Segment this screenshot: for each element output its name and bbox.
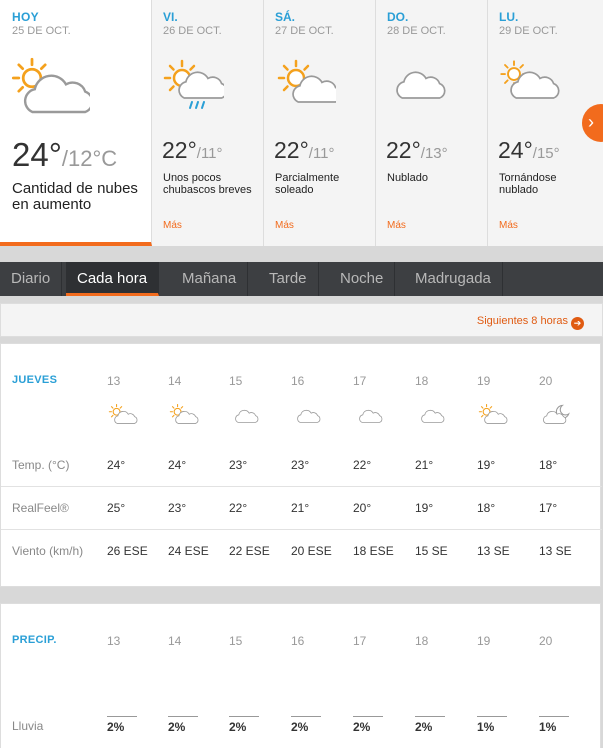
hourly-cell: 21° [415, 458, 434, 472]
hour-label: 20 [539, 634, 553, 648]
hourly-cell: 25° [107, 501, 126, 515]
today-date: 25 DE OCT. [12, 25, 71, 37]
cloud-icon [291, 402, 325, 430]
precip-label: PRECIP. [12, 634, 57, 646]
day-date: 27 DE OCT. [275, 25, 334, 37]
today-temp-low: /12°C [61, 146, 118, 171]
day-card-saturday[interactable] [264, 0, 376, 246]
day-description: Unos pocos chubascos breves [163, 172, 252, 196]
moon-cloud-icon [539, 402, 573, 430]
next-8-hours-link[interactable] [477, 315, 584, 330]
hour-label: 16 [291, 374, 305, 388]
hourly-cell: 15 SE [415, 544, 448, 558]
row-label: Temp. (°C) [12, 458, 70, 472]
precip-cell: 1% [477, 720, 495, 734]
row-label: Viento (km/h) [12, 544, 84, 558]
more-link[interactable]: Más [163, 220, 182, 231]
today-temp-high: 24° [12, 136, 62, 173]
more-link[interactable]: Más [387, 220, 406, 231]
day-temp-low: /11° [308, 145, 335, 162]
next-8-hours-label: Siguientes 8 horas [476, 315, 568, 327]
hourly-cell: 17° [539, 501, 558, 515]
day-temp-low: /15° [532, 145, 560, 162]
more-link[interactable]: Más [499, 220, 518, 231]
precip-cell: 2% [291, 720, 309, 734]
day-date: 26 DE OCT. [163, 25, 222, 37]
hourly-cell: 21° [291, 501, 310, 515]
day-description: Parcialmente soleado [275, 172, 340, 196]
hourly-cell: 26 ESE [107, 544, 148, 558]
hourly-panel [0, 343, 601, 587]
tab-madrugada[interactable]: Madrugada [404, 262, 503, 296]
hour-label: 18 [415, 634, 429, 648]
hourly-nav-bar [0, 303, 603, 337]
row-divider [1, 529, 602, 530]
hour-label: 19 [477, 374, 491, 388]
day-date: 28 DE OCT. [387, 25, 446, 37]
sun-cloud-icon [168, 402, 202, 430]
precip-bar-baseline [291, 716, 321, 717]
sun-cloud-icon [107, 402, 141, 430]
day-label: LU. [499, 10, 519, 24]
day-date: 29 DE OCT. [499, 25, 558, 37]
sun-cloud-icon [10, 56, 90, 116]
hourly-day-label: JUEVES [12, 374, 58, 386]
row-divider [1, 486, 602, 487]
today-label: HOY [12, 10, 39, 24]
hour-label: 20 [539, 374, 553, 388]
hour-label: 16 [291, 634, 305, 648]
hour-label: 15 [229, 374, 243, 388]
cloud-icon [353, 402, 387, 430]
tab-tarde[interactable]: Tarde [258, 262, 319, 296]
hourly-cell: 23° [291, 458, 310, 472]
tab-cada-hora[interactable]: Cada hora [66, 262, 159, 296]
arrow-right-icon: ➔ [571, 317, 584, 330]
hourly-cell: 22 ESE [229, 544, 270, 558]
day-description: Nublado [387, 172, 428, 184]
chevron-right-icon: › [588, 112, 594, 132]
hour-label: 14 [168, 374, 182, 388]
hourly-cell: 20 ESE [291, 544, 332, 558]
sun-cloud-icon [272, 58, 336, 118]
day-card-sunday[interactable] [376, 0, 488, 246]
sun-cloud-icon [496, 58, 560, 118]
hour-label: 18 [415, 374, 429, 388]
day-temp-high: 24° [498, 137, 533, 163]
precip-panel [0, 603, 601, 748]
more-link[interactable]: Más [275, 220, 294, 231]
day-temp-high: 22° [274, 137, 309, 163]
cloud-icon [415, 402, 449, 430]
hourly-cell: 23° [168, 501, 187, 515]
hourly-cell: 24 ESE [168, 544, 209, 558]
tab-noche[interactable]: Noche [329, 262, 395, 296]
hourly-cell: 23° [229, 458, 248, 472]
day-label: DO. [387, 10, 409, 24]
day-label: SÁ. [275, 10, 296, 24]
day-card-friday[interactable] [152, 0, 264, 246]
hourly-cell: 22° [353, 458, 372, 472]
day-temp-low: /11° [196, 145, 223, 162]
tab-manana[interactable]: Mañana [171, 262, 248, 296]
day-temp-high: 22° [162, 137, 197, 163]
day-temperature [274, 137, 335, 164]
day-temp-high: 22° [386, 137, 421, 163]
precip-cell: 2% [229, 720, 247, 734]
sun-cloud-rain-icon [160, 58, 224, 118]
day-temp-low: /13° [420, 145, 448, 162]
forecast-tabs [0, 262, 603, 296]
day-label: VI. [163, 10, 178, 24]
hourly-cell: 13 SE [477, 544, 510, 558]
precip-bar-baseline [107, 716, 137, 717]
hourly-cell: 19° [415, 501, 434, 515]
hour-label: 15 [229, 634, 243, 648]
hour-label: 13 [107, 634, 121, 648]
hourly-cell: 19° [477, 458, 496, 472]
hourly-cell: 18° [539, 458, 558, 472]
hour-label: 14 [168, 634, 182, 648]
day-temperature [386, 137, 448, 164]
hourly-cell: 13 SE [539, 544, 572, 558]
precip-bar-baseline [539, 716, 569, 717]
daily-forecast-strip [0, 0, 603, 246]
cloud-icon [384, 58, 448, 118]
tab-diario[interactable]: Diario [0, 262, 62, 296]
hour-label: 19 [477, 634, 491, 648]
hourly-cell: 18 ESE [353, 544, 394, 558]
precip-cell: 2% [415, 720, 433, 734]
day-description: Tornándose nublado [499, 172, 557, 196]
row-label: RealFeel® [12, 501, 69, 515]
hourly-cell: 24° [168, 458, 187, 472]
hourly-cell: 22° [229, 501, 248, 515]
today-temperature [12, 136, 117, 174]
precip-bar-baseline [415, 716, 445, 717]
precip-bar-baseline [168, 716, 198, 717]
hour-label: 17 [353, 374, 367, 388]
hour-label: 13 [107, 374, 121, 388]
sun-cloud-icon [477, 402, 511, 430]
precip-cell: 2% [168, 720, 186, 734]
day-temperature [162, 137, 223, 164]
day-temperature [498, 137, 560, 164]
hourly-cell: 18° [477, 501, 496, 515]
precip-cell: 1% [539, 720, 557, 734]
precip-bar-baseline [353, 716, 383, 717]
hour-label: 17 [353, 634, 367, 648]
precip-bar-baseline [477, 716, 507, 717]
precip-cell: 2% [353, 720, 371, 734]
hourly-cell: 24° [107, 458, 126, 472]
precip-bar-baseline [229, 716, 259, 717]
hourly-cell: 20° [353, 501, 372, 515]
rain-row-label: Lluvia [12, 719, 44, 733]
precip-cell: 2% [107, 720, 125, 734]
today-description: Cantidad de nubes en aumento [12, 180, 138, 213]
cloud-icon [229, 402, 263, 430]
today-card[interactable] [0, 0, 152, 246]
